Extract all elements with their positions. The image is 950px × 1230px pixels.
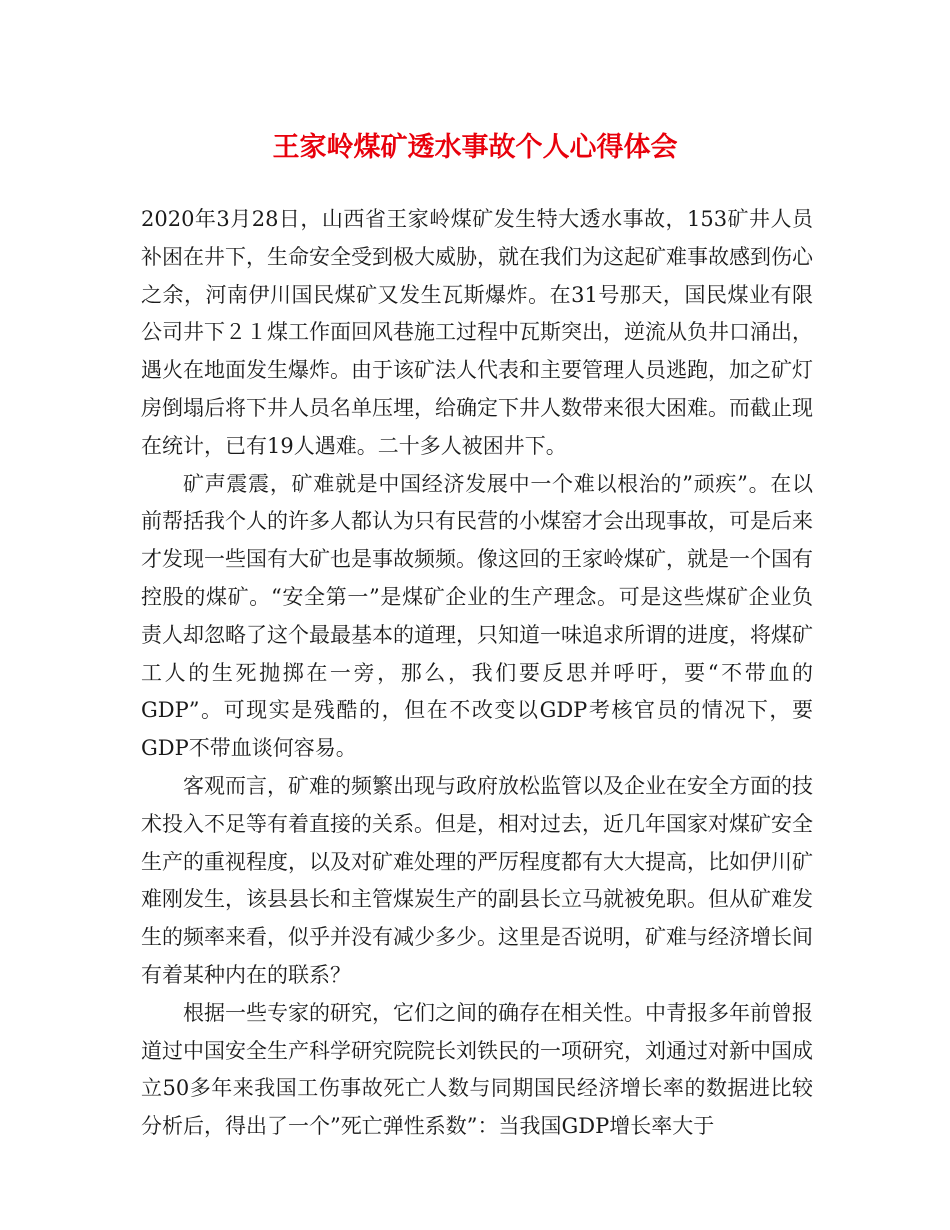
paragraph-1: 2020年3月28日，山西省王家岭煤矿发生特大透水事故，153矿井人员补困在井下，生命安全受到极大威胁，就在我们为这起矿难事故感到伤心之余，河南伊川国民煤矿又发生瓦斯爆炸。在31号那天，国民煤业有限公司井下２１煤工作面回风巷施工过程中瓦斯突出，逆流从负井口涌出，遇火在地面发生爆炸。由于该矿法人代表和主要管理人员逃跑，加之矿灯房倒塌后将下井人员名单压埋，给确定下井人数带来很大困难。而截止现在统计，已有19人遇难。二十多人被困井下。 [141, 207, 813, 458]
paragraph-2: 矿声震震，矿难就是中国经济发展中一个难以根治的”顽疾”。在以前帮括我个人的许多人都认为只有民营的小煤窑才会出现事故，可是后来才发现一些国有大矿也是事故频频。像这回的王家岭煤矿，就是一个国有控股的煤矿。“安全第一”是煤矿企业的生产理念。可是这些煤矿企业负责人却忽略了这个最最基本的道理，只知道一味追求所谓的进度，将煤矿工人的生死抛掷在一旁，那么，我们要反思并呼吁，要“不带血的GDP”。可现实是残酷的，但在不改变以GDP考核官员的情况下，要GDP不带血谈何容易。 [141, 471, 813, 761]
document-body [141, 201, 813, 1146]
document-title: 王家岭煤矿透水事故个人心得体会 [272, 132, 678, 163]
paragraph-4: 根据一些专家的研究，它们之间的确存在相关性。中青报多年前曾报道过中国安全生产科学研究院院长刘铁民的一项研究，刘通过对新中国成立50多年来我国工伤事故死亡人数与同期国民经济增长率的数据进比较分析后，得出了一个”死亡弹性系数”：当我国GDP增长率大于 [141, 1000, 813, 1139]
paragraph-3: 客观而言，矿难的频繁出现与政府放松监管以及企业在安全方面的技术投入不足等有着直接的关系。但是，相对过去，近几年国家对煤矿安全生产的重视程度，以及对矿难处理的严厉程度都有大大提高，比如伊川矿难刚发生，该县县长和主管煤炭生产的副县长立马就被免职。但从矿难发生的频率来看，似乎并没有减少多少。这里是否说明，矿难与经济增长间有着某种内在的联系？ [141, 773, 813, 987]
